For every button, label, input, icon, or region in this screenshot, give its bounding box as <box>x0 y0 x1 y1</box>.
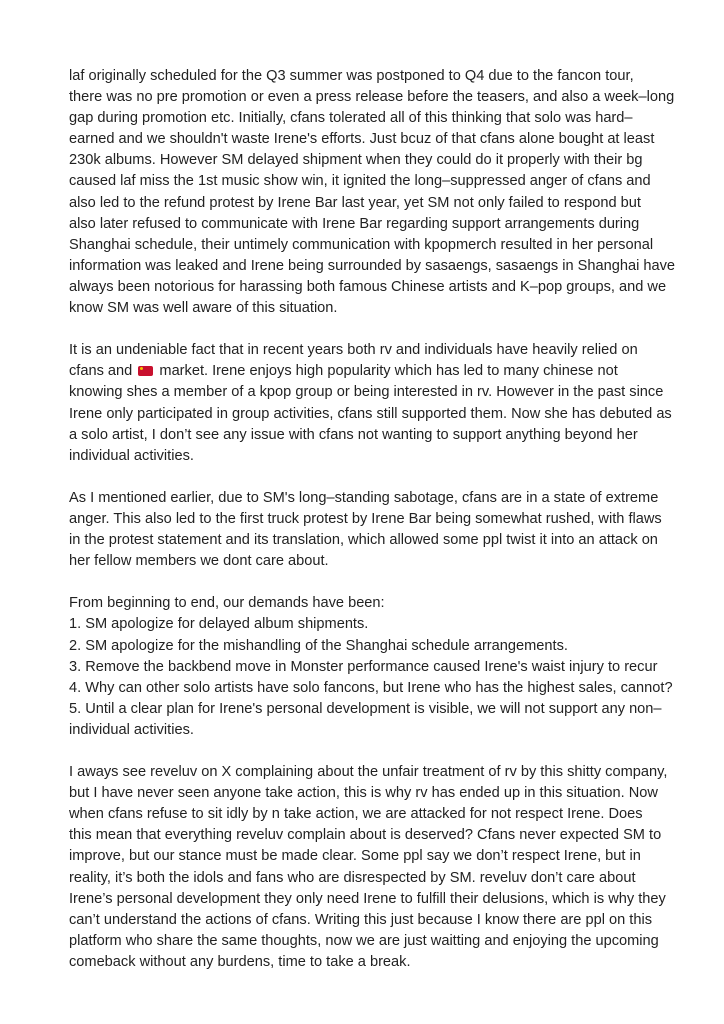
list-item: 1. SM apologize for delayed album shipments. <box>69 616 369 633</box>
text-segment: market. Irene enjoys high popularity which has led to many chinese not <box>155 363 618 380</box>
text-line: always been notorious for harassing both famous Chinese artists and K–pop groups, and we <box>69 278 667 295</box>
text-line: also led to the refund protest by Irene Bar last year, yet SM not only failed to respond but <box>69 194 641 211</box>
text-line: It is an undeniable fact that in recent years both rv and individuals have heavily relied on <box>69 342 638 359</box>
text-line: comeback without any burdens, time to take a break. <box>69 953 411 970</box>
text-line: a solo artist, I don’t see any issue with cfans not wanting to support anything beyond her <box>69 426 638 443</box>
text-line: can’t understand the actions of cfans. Writing this just because I know there are ppl on this <box>69 911 652 928</box>
text-line: 230k albums. However SM delayed shipment when they could do it properly with their bg <box>69 152 643 169</box>
text-line: earned and we shouldn't waste Irene's efforts. Just bcuz of that cfans alone bought at least <box>69 131 655 148</box>
text-line-with-flag <box>69 361 669 382</box>
demands-section <box>69 593 673 741</box>
text-line: I aways see reveluv on X complaining about the unfair treatment of rv by this shitty company, <box>69 764 668 781</box>
text-line: Shanghai schedule, their untimely communication with kpopmerch resulted in her personal <box>69 236 654 253</box>
text-line: laf originally scheduled for the Q3 summer was postponed to Q4 due to the fancon tour, <box>69 68 634 84</box>
list-item: 5. Until a clear plan for Irene's personal development is visible, we will not support any non– <box>69 700 662 717</box>
demands-intro: From beginning to end, our demands have been: <box>69 595 385 612</box>
text-line: Irene’s personal development they only need Irene to fulfill their delusions, which is why they <box>69 890 666 907</box>
text-line: platform who share the same thoughts, now we are just waitting and enjoying the upcoming <box>69 932 659 949</box>
list-item: 4. Why can other solo artists have solo fancons, but Irene who has the highest sales, cannot? <box>69 679 673 696</box>
text-line: caused laf miss the 1st music show win, it ignited the long–suppressed anger of cfans and <box>69 173 651 190</box>
text-segment: cfans and <box>69 363 133 380</box>
text-line: in the protest statement and its translation, which allowed some ppl twist it into an attack on <box>69 532 658 549</box>
demands-list <box>69 614 673 741</box>
text-line: there was no pre promotion or even a press release before the teasers, and also a week–long <box>69 89 675 106</box>
text-line: information was leaked and Irene being surrounded by sasaengs, sasaengs in Shanghai have <box>69 257 676 274</box>
text-line: this mean that everything reveluv complain about is deserved? Cfans never expected SM to <box>69 827 662 844</box>
text-line: reality, it’s both the idols and fans who are disrespected by SM. reveluv don’t care about <box>69 869 636 886</box>
paragraph-reveluv-response <box>69 762 669 973</box>
text-line: improve, but our stance must be made clear. Some ppl say we don’t respect Irene, but in <box>69 848 641 865</box>
text-line: Irene only participated in group activities, cfans still supported them. Now she has debuted as <box>69 405 672 422</box>
paragraph-cfans-market <box>69 340 672 467</box>
text-line: know SM was well aware of this situation. <box>69 300 338 317</box>
text-line: her fellow members we dont care about. <box>69 553 329 570</box>
paragraph-album-delay <box>69 66 676 319</box>
paragraph-truck-protest <box>69 488 669 572</box>
text-line: gap during promotion etc. Initially, cfans tolerated all of this thinking that solo was hard– <box>69 110 633 127</box>
list-item: individual activities. <box>69 721 194 738</box>
text-line: when cfans refuse to sit idly by n take action, we are attacked for not respect Irene. Does <box>69 806 643 823</box>
list-item: 3. Remove the backbend move in Monster performance caused Irene's waist injury to recur <box>69 658 658 675</box>
text-line: As I mentioned earlier, due to SM's long–standing sabotage, cfans are in a state of extreme <box>69 489 659 506</box>
list-item: 2. SM apologize for the mishandling of the Shanghai schedule arrangements. <box>69 637 568 654</box>
text-line: anger. This also led to the first truck protest by Irene Bar being somewhat rushed, with flaws <box>69 510 662 527</box>
text-line: also later refused to communicate with Irene Bar regarding support arrangements during <box>69 215 640 232</box>
china-flag-icon <box>138 366 153 376</box>
text-line: but I have never seen anyone take action, this is why rv has ended up in this situation. Now <box>69 785 658 802</box>
document-page <box>69 66 676 994</box>
text-line: knowing shes a member of a kpop group or being interested in rv. However in the past since <box>69 384 664 401</box>
text-line: individual activities. <box>69 447 194 464</box>
